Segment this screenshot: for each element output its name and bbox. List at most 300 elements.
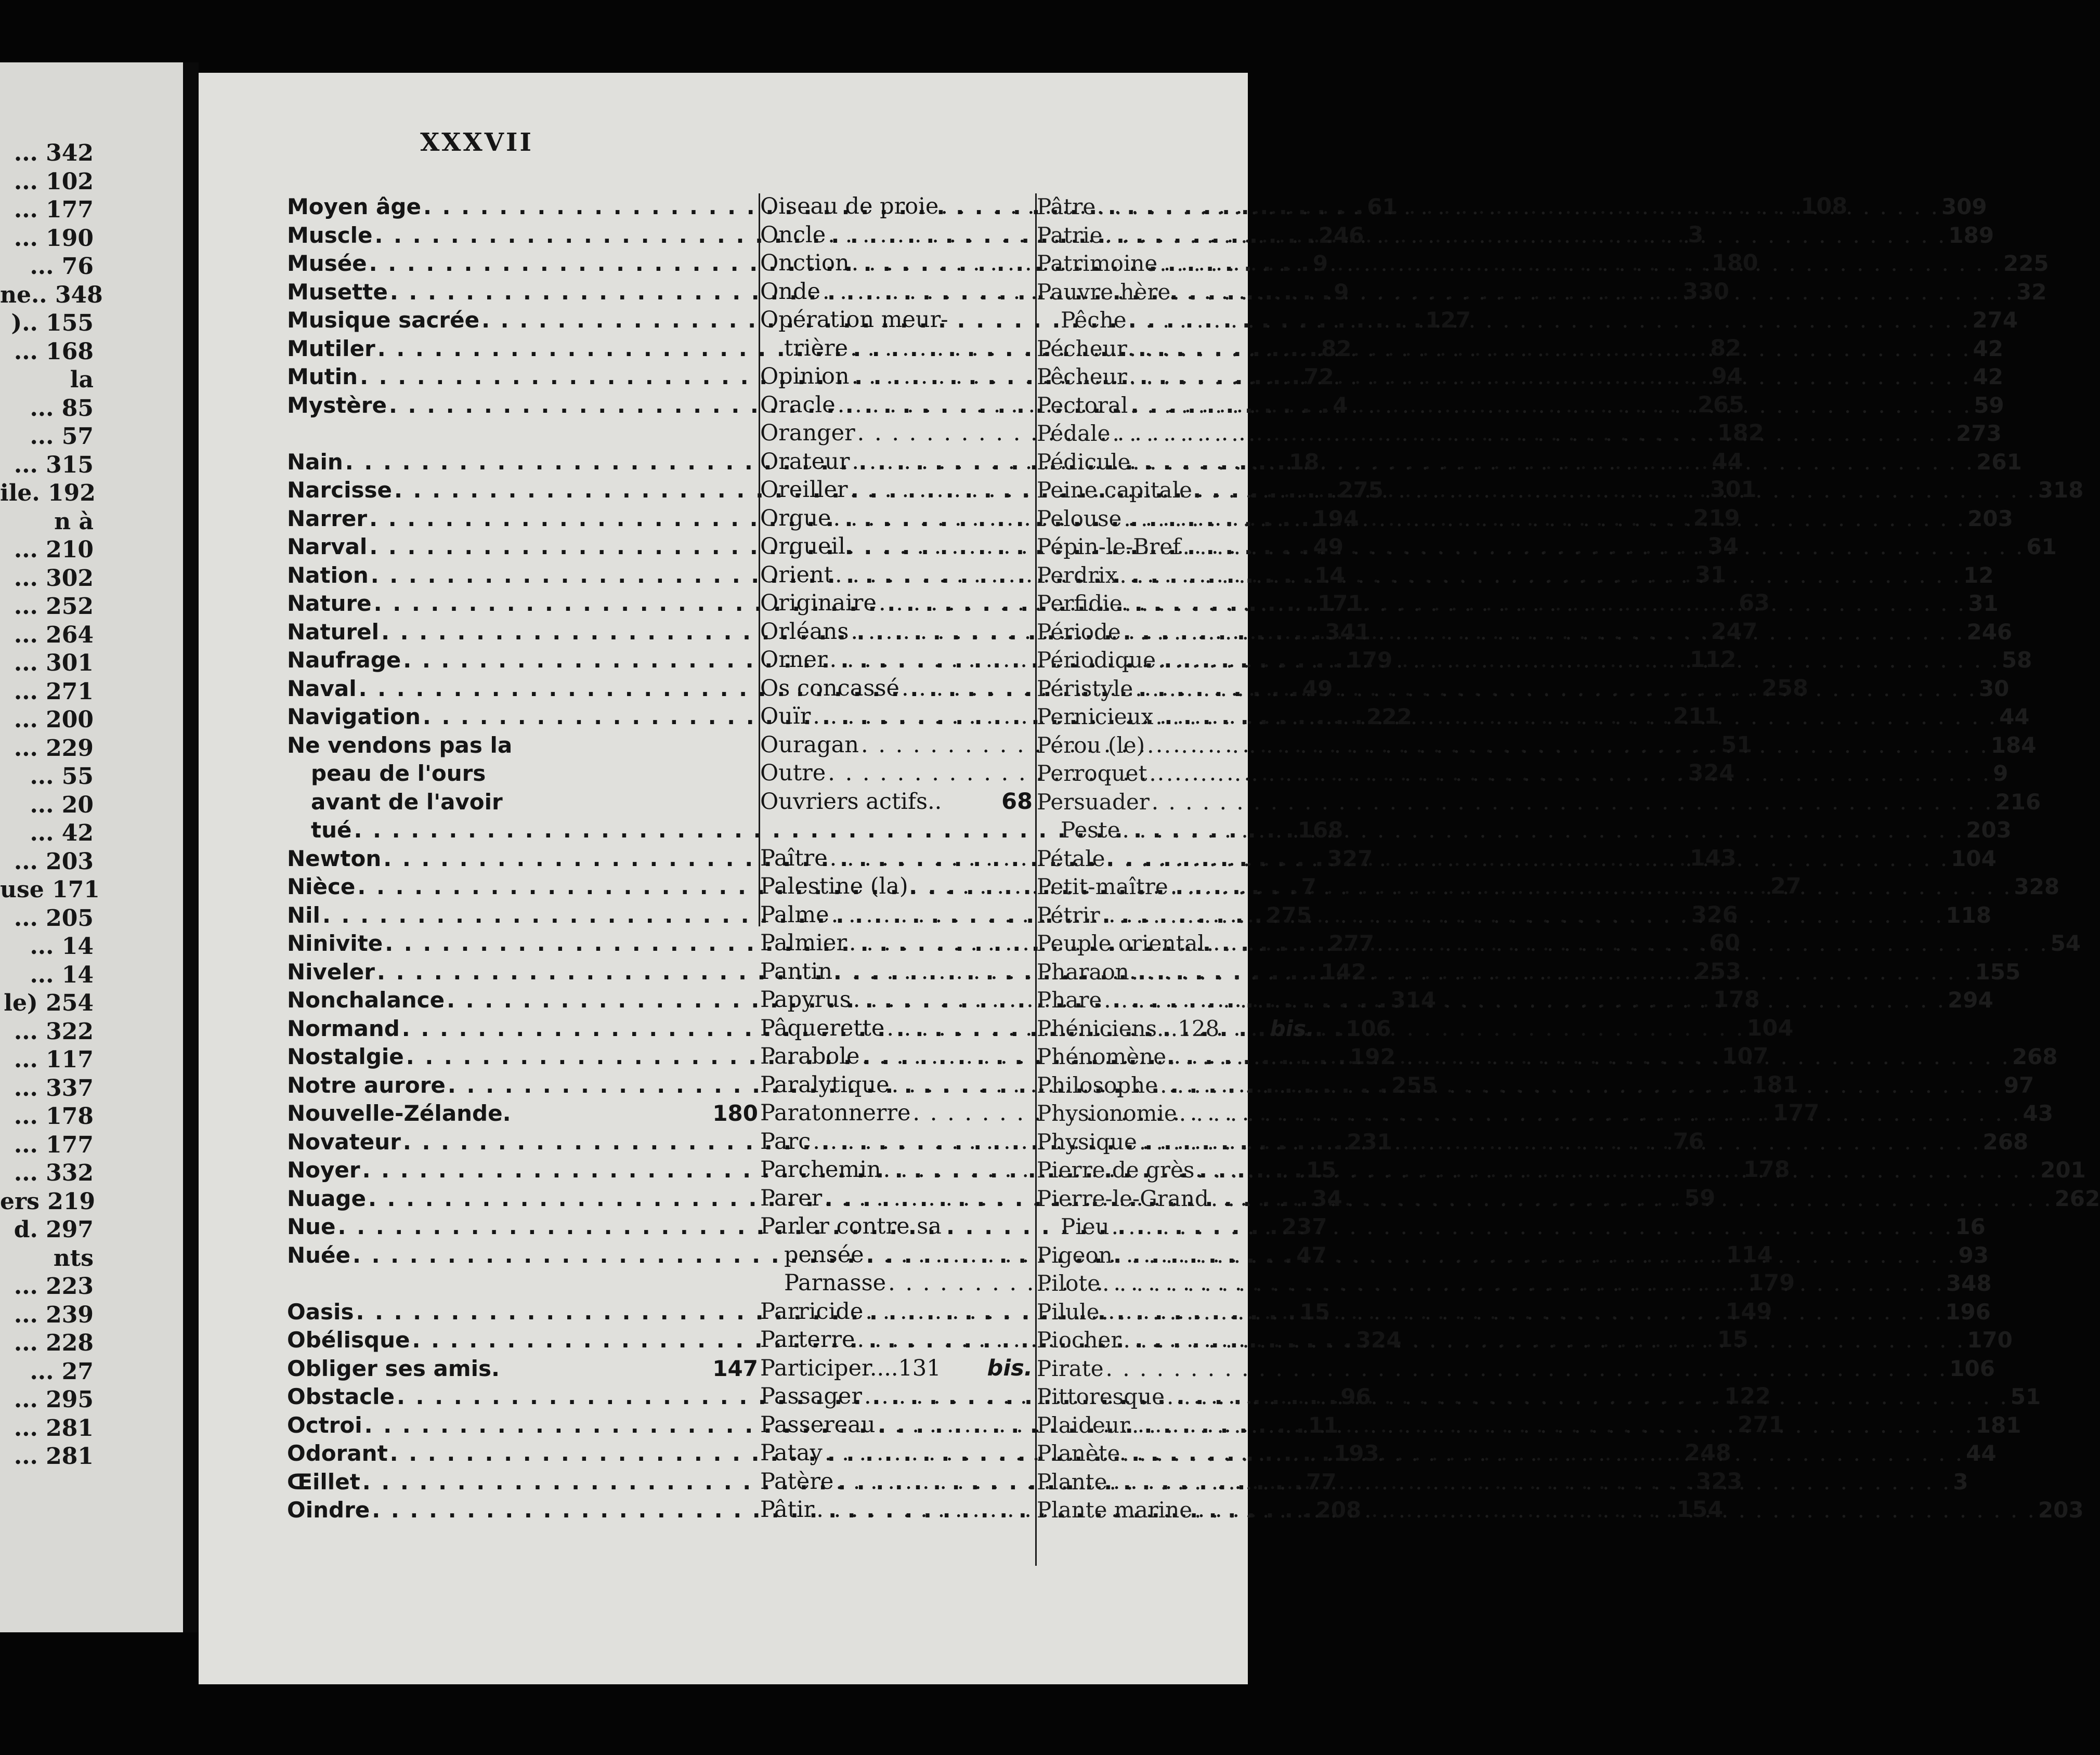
leader-dots [1112, 419, 1954, 448]
entry-page-number: 177 [1772, 1100, 1820, 1126]
entry-page-number: 58 [2001, 647, 2032, 673]
entry-term: Planète [1037, 1440, 1120, 1466]
leader-dots [1119, 561, 1961, 590]
entry-term: Plaideur [1037, 1412, 1130, 1438]
entry-page-number: 330 [1682, 278, 1729, 305]
entry-term: Originaire [760, 590, 877, 616]
entry-page-number: 271 [1737, 1411, 1784, 1438]
entry-page-number: 94 [1711, 363, 1743, 389]
entry-term: pensée [784, 1241, 864, 1268]
entry-page-number: 44 [1999, 704, 2030, 729]
left-fragment-line: ile. 192 [0, 480, 96, 506]
entry-page-number: 309 [1941, 194, 1987, 219]
entry-term: Parc [760, 1128, 811, 1155]
entry-term: Péristyle [1037, 675, 1133, 701]
entry-term: Ne vendons pas la [287, 732, 513, 758]
entry-page-number: 34 [1312, 1185, 1342, 1211]
entry-term: Normand [287, 1015, 400, 1041]
entry-page-number: 154 [1676, 1497, 1724, 1523]
entry-page-number: 82 [1710, 335, 1742, 361]
index-entry [287, 731, 758, 759]
left-fragment-line: ... 117 [14, 1046, 94, 1073]
leader-dots [1172, 278, 2014, 306]
leader-dots [1158, 646, 2000, 674]
entry-term: Pantin [760, 958, 833, 985]
leader-dots [1115, 1241, 1956, 1269]
entry-term: Paralytique [760, 1071, 890, 1098]
left-page-fragment [0, 62, 183, 1632]
entry-term: Période [1037, 619, 1121, 645]
entry-page-number: 196 [1945, 1299, 1991, 1325]
leader-dots [1129, 362, 1971, 391]
left-fragment-line: ... 295 [14, 1386, 94, 1413]
entry-term: Musique sacrée [287, 307, 480, 333]
index-entry [760, 788, 1033, 816]
entry-term: Oracle [760, 391, 836, 418]
entry-term: Paître [760, 845, 828, 871]
leader-dots [1102, 1269, 1944, 1298]
entry-term: Nonchalance [287, 987, 445, 1013]
entry-page-number: 49 [1302, 675, 1333, 701]
entry-term: Onction [760, 250, 850, 276]
entry-page-number: 61 [1367, 194, 1398, 219]
entry-page-number: 14 [1314, 562, 1345, 588]
entry-page-number: 97 [2003, 1072, 2034, 1098]
entry-page-number: bis. [987, 1355, 1033, 1381]
entry-term: Orléans [760, 618, 849, 645]
entry-page-number: 182 [1717, 420, 1764, 446]
entry-page-number: 143 [1689, 845, 1737, 871]
entry-page-number: 222 [1366, 704, 1412, 729]
entry-term: Pétrir [1037, 902, 1100, 928]
entry-page-number: 275 [1266, 902, 1312, 928]
entry-page-number: 261 [1976, 449, 2022, 475]
leader-dots [1123, 816, 1964, 844]
leader-dots [886, 1014, 1744, 1043]
leader-dots [1123, 1326, 1965, 1354]
entry-page-number: 44 [1966, 1440, 1997, 1466]
entry-page-number: 114 [1726, 1241, 1773, 1268]
leader-dots [1159, 249, 2001, 278]
left-fragment-line: ... 301 [14, 650, 94, 676]
entry-term: Narrer [287, 505, 368, 531]
left-fragment-line: ... 178 [14, 1103, 94, 1130]
entry-page-number: 9 [1312, 251, 1328, 276]
entry-page-number: 341 [1325, 619, 1371, 645]
entry-term: Palme [760, 901, 829, 928]
leader-dots [1132, 448, 1974, 476]
entry-term: Pétale [1037, 845, 1105, 871]
left-fragment-line: ).. 155 [11, 310, 94, 336]
entry-page-number: 32 [2016, 279, 2047, 305]
leader-dots [1170, 872, 2012, 901]
entry-term: Nouvelle-Zélande. [287, 1101, 511, 1126]
leader-dots [1129, 306, 1971, 334]
entry-page-number: 9 [1334, 279, 1349, 305]
entry-page-number: 301 [1710, 477, 1757, 503]
index-entry [1037, 1014, 1314, 1043]
index-entry [287, 759, 758, 788]
left-fragment-line: la [70, 366, 94, 393]
entry-term: Mutin [287, 364, 358, 389]
entry-page-number: 31 [1695, 561, 1727, 588]
index-entry [760, 1354, 1033, 1383]
entry-term: Mutiler [287, 335, 375, 361]
leader-dots [1101, 1298, 1943, 1326]
entry-term: Passereau [760, 1411, 876, 1438]
leader-dots [1160, 1071, 2002, 1099]
entry-page-number: 104 [1951, 845, 1997, 871]
entry-term: Pâtre [1037, 194, 1096, 219]
entry-term: Novateur [287, 1129, 401, 1155]
entry-term: Nation [287, 562, 369, 588]
entry-term: Parer [760, 1185, 823, 1211]
left-fragment-line: ... 14 [30, 961, 94, 988]
entry-term: Onde [760, 278, 820, 305]
entry-term: Nièce [287, 874, 356, 899]
entry-term: Pilule [1037, 1299, 1100, 1325]
entry-page-number: 76 [1673, 1128, 1704, 1155]
index-entry [1037, 1354, 1995, 1383]
entry-term: Notre aurore [287, 1072, 446, 1098]
entry-page-number: 274 [1972, 307, 2018, 333]
entry-page-number: 192 [1350, 1044, 1395, 1069]
entry-page-number: 219 [1693, 505, 1740, 531]
entry-page-number: 15 [1299, 1299, 1331, 1325]
entry-term: Nuage [287, 1185, 366, 1211]
entry-term: Plante [1037, 1469, 1107, 1495]
entry-term: Newton [287, 845, 382, 871]
entry-term: Pernicieux [1037, 704, 1154, 729]
entry-page-number: 225 [2003, 251, 2049, 276]
index-entry [1037, 788, 2041, 816]
left-fragment-line: ... 229 [14, 735, 94, 762]
entry-term: Pâtir [760, 1497, 815, 1523]
entry-term: Nain [287, 449, 343, 475]
entry-page-number: 180 [1711, 250, 1758, 276]
entry-page-number: 82 [1321, 335, 1352, 361]
entry-page-number: 9 [1993, 761, 2008, 786]
book-gutter [183, 62, 199, 1632]
entry-page-number: 323 [1695, 1468, 1743, 1495]
left-fragment-line: ... 264 [14, 621, 94, 648]
entry-page-number: 16 [1955, 1214, 1986, 1239]
entry-page-number: 106 [1949, 1355, 1995, 1381]
entry-term: Mystère [287, 392, 387, 418]
entry-term: Pigeon [1037, 1242, 1113, 1268]
entry-page-number: 7 [1301, 874, 1316, 899]
entry-page-number: 216 [1995, 789, 2041, 815]
leader-dots [1122, 1439, 1964, 1468]
entry-page-number: 155 [1975, 959, 2021, 985]
left-fragment-line: ... 27 [30, 1358, 94, 1385]
entry-page-number: 268 [1982, 1129, 2029, 1155]
entry-page-number: 42 [1973, 335, 2003, 361]
entry-page-number: 247 [1711, 618, 1758, 645]
leader-dots [1125, 589, 1966, 618]
entry-term: Physionomie [1037, 1101, 1177, 1126]
entry-term: Nue [287, 1214, 336, 1239]
entry-term: Oasis [287, 1299, 354, 1325]
left-fragment-line: ... 210 [14, 536, 94, 563]
entry-term: Orgueil [760, 533, 845, 559]
entry-page-number: 112 [1689, 647, 1737, 673]
entry-page-number: 184 [1990, 732, 2037, 758]
leader-dots [1098, 192, 1939, 221]
left-fragment-line: n à [54, 508, 94, 535]
left-fragment-line: ... 102 [14, 168, 94, 195]
entry-page-number: 231 [1347, 1129, 1392, 1155]
leader-dots [1107, 844, 1949, 873]
entry-page-number: 265 [1697, 391, 1744, 418]
entry-term: Parnasse [784, 1270, 886, 1296]
entry-term: Patrie [1037, 222, 1103, 248]
entry-term: Plante marine [1037, 1497, 1193, 1523]
left-fragment-line: ers 219 [0, 1188, 96, 1215]
left-fragment-line: ... 76 [30, 253, 94, 280]
index-page [199, 73, 2100, 1684]
entry-term: peau de l'ours [311, 761, 486, 786]
leader-dots [1112, 1212, 1953, 1241]
entry-page-number: 27 [1770, 873, 1802, 899]
entry-term: Pêche [1061, 307, 1127, 333]
entry-term: Narval [287, 534, 368, 559]
entry-term: Perdrix [1037, 562, 1118, 588]
entry-page-number: 122 [1724, 1383, 1771, 1409]
leader-dots [1183, 532, 2025, 561]
entry-term: Niveler [287, 959, 375, 985]
entry-term: Patrimoine [1037, 251, 1158, 276]
index-entry [287, 1354, 758, 1383]
entry-term: Pérou (le) [1037, 732, 1145, 758]
index-entry [760, 1212, 1033, 1241]
entry-page-number: 189 [1948, 222, 1994, 248]
entry-page-number: 34 [1707, 533, 1739, 559]
leader-dots [1152, 788, 1993, 816]
entry-term: Pittoresque [1037, 1384, 1165, 1409]
entry-term: Nuée [287, 1242, 351, 1268]
entry-page-number: 171 [1317, 591, 1363, 616]
entry-term: Oncle [760, 221, 826, 248]
entry-term: Phénomène [1037, 1044, 1167, 1069]
entry-term: Pilote [1037, 1271, 1101, 1296]
entry-page-number: 60 [1709, 930, 1740, 956]
entry-term: Parterre [760, 1327, 855, 1353]
left-fragment-line: ... 281 [14, 1443, 94, 1470]
entry-term: Naval [287, 675, 357, 701]
entry-page-number: 318 [2038, 477, 2084, 503]
entry-term: Papyrus [760, 987, 851, 1013]
entry-term: Muscle [287, 222, 373, 248]
entry-term: Naturel [287, 619, 380, 645]
entry-term: Pépin-le-Bref [1037, 534, 1181, 559]
left-fragment-line: ... 200 [14, 706, 94, 733]
entry-term: Paratonnerre [760, 1100, 911, 1126]
entry-page-number: 248 [1685, 1440, 1731, 1466]
entry-term: Moyen âge [287, 194, 421, 219]
entry-term: Ouvriers actifs.. [760, 788, 942, 815]
entry-term: Perroquet [1037, 761, 1147, 786]
entry-page-number: 106 [1346, 1015, 1391, 1041]
left-fragment-line: ... 228 [14, 1330, 94, 1356]
leader-dots [1102, 901, 1944, 929]
entry-page-number: 147 [712, 1355, 758, 1381]
leader-dots [1131, 958, 1973, 986]
leader-dots [1194, 1496, 2036, 1524]
left-fragment-line: ... 337 [14, 1075, 94, 1102]
entry-term: Palestine (la) [760, 873, 908, 899]
entry-page-number: 324 [1688, 760, 1735, 786]
index-entry [760, 816, 1033, 844]
entry-page-number: 203 [1967, 505, 2013, 531]
entry-term: Philosophe [1037, 1072, 1158, 1098]
leader-dots [1135, 674, 1977, 703]
entry-term: Œillet [287, 1469, 360, 1495]
entry-term: Peuple oriental [1037, 931, 1205, 956]
entry-page-number: 255 [1391, 1072, 1437, 1098]
entry-page-number: 203 [1966, 817, 2012, 843]
entry-page-number: 179 [1347, 647, 1393, 673]
entry-term: Oranger [760, 420, 855, 446]
entry-page-number: 237 [1281, 1214, 1327, 1239]
entry-term: Parchemin [760, 1157, 881, 1183]
entry-page-number: 193 [1333, 1440, 1379, 1466]
entry-page-number: 63 [1739, 590, 1770, 616]
entry-page-number: 118 [1946, 902, 1992, 928]
leader-dots [1149, 759, 1991, 788]
left-fragment-line: ... 342 [14, 140, 94, 166]
entry-term: Passager [760, 1383, 862, 1409]
leader-dots [1194, 476, 2036, 504]
leader-dots [1123, 618, 1965, 646]
entry-term: Orner [760, 647, 828, 673]
index-entry [287, 1099, 758, 1128]
left-fragment-line: ... 85 [30, 395, 94, 422]
leader-dots [1105, 221, 1947, 250]
index-entry [287, 1269, 758, 1298]
entry-page-number: 149 [1725, 1298, 1772, 1325]
entry-term: Périodique [1037, 647, 1156, 673]
leader-dots [1167, 1382, 2008, 1411]
index-entry [287, 788, 758, 816]
entry-term: Oiseau de proie [760, 193, 939, 219]
entry-term: Octroi [287, 1412, 362, 1438]
entry-term: Musette [287, 279, 388, 305]
entry-page-number: 127 [1425, 307, 1471, 333]
entry-page-number: 258 [1762, 675, 1808, 701]
entry-term: Pectoral [1037, 392, 1128, 418]
entry-term: Parabole [760, 1043, 860, 1069]
left-fragment-line: ... 322 [14, 1018, 94, 1045]
entry-term: Orateur [760, 448, 850, 475]
entry-page-number: 61 [2026, 534, 2057, 559]
left-fragment-line: ... 20 [30, 791, 94, 818]
left-fragment-line: ... 42 [30, 820, 94, 846]
entry-page-number: 181 [1975, 1412, 2021, 1438]
entry-term: Pêcheur [1037, 364, 1127, 389]
entry-page-number: 12 [1963, 562, 1994, 588]
entry-page-number: bis. [1270, 1015, 1314, 1041]
entry-page-number: 96 [1340, 1384, 1371, 1409]
entry-page-number: 178 [1713, 987, 1760, 1013]
entry-page-number: 180 [712, 1101, 758, 1126]
entry-term: Narcisse [287, 477, 392, 503]
entry-page-number: 170 [1967, 1327, 2013, 1353]
entry-page-number: 246 [1966, 619, 2013, 645]
leader-dots [1129, 334, 1971, 363]
entry-page-number: 327 [1327, 845, 1373, 871]
entry-page-number: 181 [1751, 1071, 1798, 1098]
leader-dots [1179, 1099, 2021, 1128]
leader-dots [1132, 1411, 1974, 1439]
entry-term: Palmier [760, 930, 847, 956]
entry-page-number: 44 [1712, 448, 1743, 475]
entry-term: Ouïr [760, 703, 811, 729]
leader-dots [1104, 986, 1946, 1014]
entry-page-number: 201 [2040, 1157, 2086, 1183]
left-fragment-line: ... 177 [14, 197, 94, 223]
index-entry [760, 306, 1033, 334]
left-fragment-line: ... 271 [14, 678, 94, 705]
left-fragment-line: ... 203 [14, 848, 94, 875]
entry-term: Participer....131 [760, 1355, 941, 1381]
left-fragment-line: ... 252 [14, 593, 94, 620]
entry-page-number: 72 [1303, 364, 1334, 389]
entry-page-number: 15 [1717, 1327, 1749, 1353]
entry-page-number: 77 [1306, 1469, 1337, 1495]
left-fragment-line: ... 315 [14, 451, 94, 478]
entry-page-number: 203 [2038, 1497, 2084, 1523]
entry-page-number: 68 [1001, 788, 1033, 815]
entry-term: Pauvre hère [1037, 279, 1171, 305]
left-fragment-line: nts [53, 1245, 94, 1272]
entry-page-number: 168 [1297, 817, 1344, 843]
entry-term: trière [784, 335, 849, 361]
left-fragment-line: le) 254 [4, 990, 94, 1016]
entry-page-number: 4 [1333, 392, 1348, 418]
entry-term: Physique [1037, 1129, 1137, 1155]
entry-term: Phare [1037, 987, 1102, 1013]
entry-page-number: 253 [1694, 958, 1742, 985]
entry-page-number: 275 [1338, 477, 1384, 503]
entry-term: Patay [760, 1440, 823, 1466]
entry-term: Odorant [287, 1440, 388, 1466]
entry-page-number: 11 [1308, 1412, 1339, 1438]
entry-term: Obstacle [287, 1384, 395, 1409]
entry-term: Piocher [1037, 1327, 1121, 1353]
index-entry [1037, 1212, 1986, 1241]
entry-page-number: 3 [1688, 221, 1704, 248]
entry-term: Orient [760, 561, 833, 588]
entry-page-number: 47 [1296, 1242, 1327, 1268]
entry-term: Persuader [1037, 789, 1150, 815]
left-fragment-line: ... 281 [14, 1415, 94, 1442]
entry-term: Petit-maître [1037, 874, 1168, 899]
leader-dots [1168, 1042, 2010, 1071]
entry-term: Ninivite [287, 931, 383, 956]
entry-term: Musée [287, 251, 367, 276]
leader-dots [1207, 929, 2049, 958]
entry-page-number: 142 [1321, 959, 1366, 985]
entry-page-number: 51 [2010, 1384, 2041, 1409]
leader-dots [1147, 731, 1989, 759]
entry-page-number: 326 [1691, 901, 1738, 928]
left-fragment-line: use 171 [0, 876, 100, 903]
entry-term: Pâquerette [760, 1015, 885, 1041]
entry-term: Parler contre sa [760, 1213, 942, 1239]
entry-page-number: 49 [1313, 534, 1344, 559]
entry-page-number: 208 [1315, 1497, 1362, 1523]
